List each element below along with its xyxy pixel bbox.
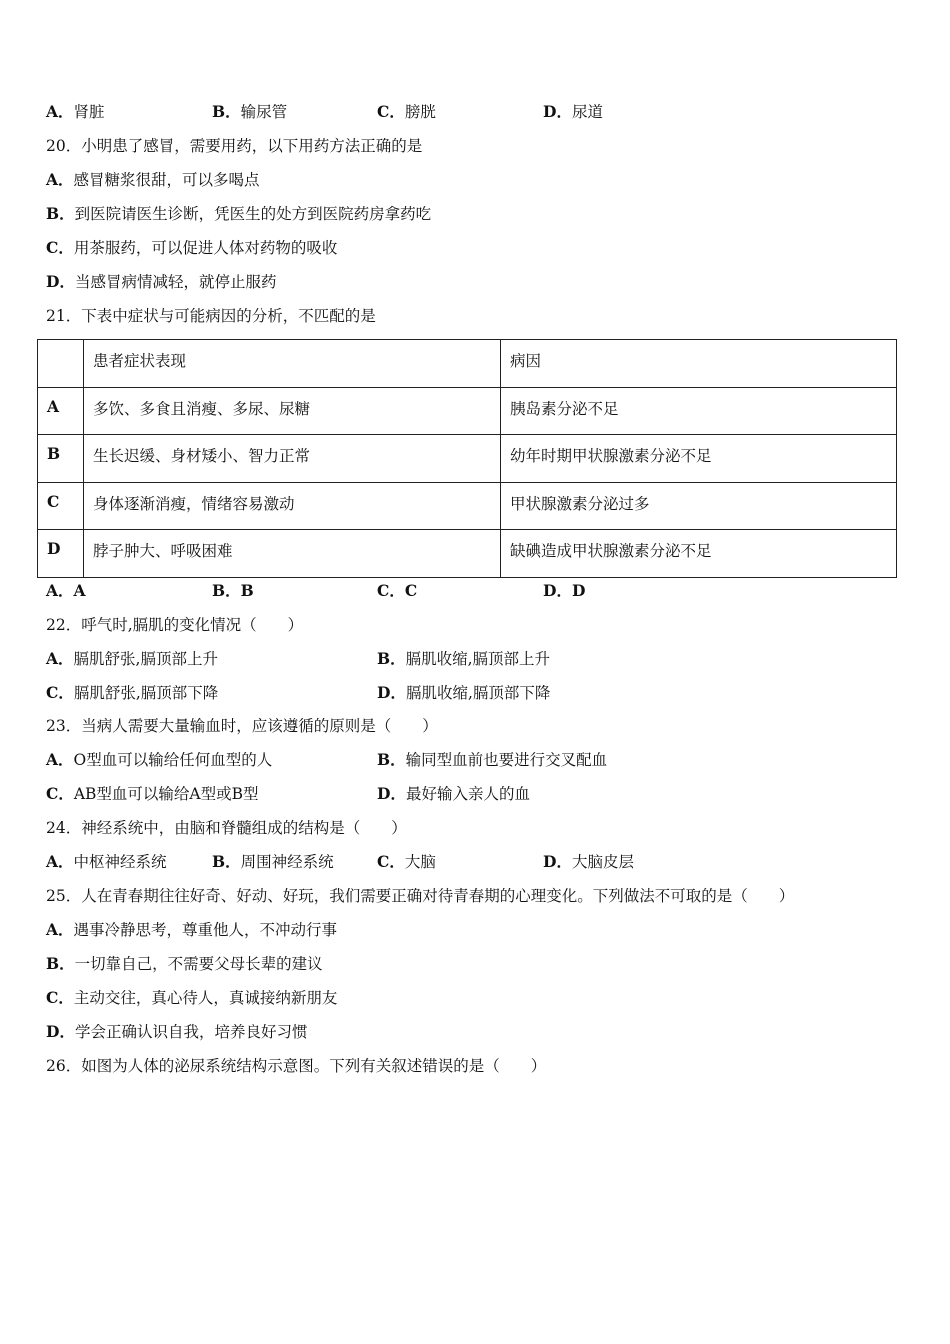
q22-option-d[interactable]: D．膈肌收缩,膈顶部下降 (377, 683, 551, 702)
q25-option-d[interactable]: D．学会正确认识自我，培养良好习惯 (46, 1022, 308, 1041)
table-header-cell: 病因 (501, 340, 897, 388)
table-row (38, 387, 897, 435)
table-cell: C (38, 482, 84, 530)
q24-option-b[interactable]: B．周围神经系统 (212, 852, 334, 871)
table-cell: 缺碘造成甲状腺激素分泌不足 (501, 530, 897, 578)
q26-stem: 26．如图为人体的泌尿系统结构示意图。下列有关叙述错误的是（ ） (46, 1057, 547, 1075)
table-cell: 胰岛素分泌不足 (501, 387, 897, 435)
q25-option-a[interactable]: A．遇事冷静思考，尊重他人，不冲动行事 (46, 920, 338, 939)
q20-stem: 20．小明患了感冒，需要用药，以下用药方法正确的是 (46, 137, 423, 155)
table-cell: A (38, 387, 84, 435)
q21-table (37, 339, 897, 578)
table-row (38, 482, 897, 530)
q25-option-c[interactable]: C．主动交往，真心待人，真诚接纳新朋友 (46, 988, 338, 1007)
q19-option-b[interactable]: B．输尿管 (212, 102, 288, 121)
q22-option-b[interactable]: B．膈肌收缩,膈顶部上升 (377, 649, 551, 668)
table-cell: 脖子肿大、呼吸困难 (84, 530, 501, 578)
table-cell: 甲状腺激素分泌过多 (501, 482, 897, 530)
q19-option-c[interactable]: C．膀胱 (377, 102, 436, 121)
table-cell: D (38, 530, 84, 578)
table-cell: 多饮、多食且消瘦、多尿、尿糖 (84, 387, 501, 435)
q23-option-b[interactable]: B．输同型血前也要进行交叉配血 (377, 750, 608, 769)
q24-stem: 24．神经系统中，由脑和脊髓组成的结构是（ ） (46, 819, 407, 837)
q19-option-d[interactable]: D．尿道 (543, 102, 603, 121)
table-row (38, 530, 897, 578)
q23-option-a[interactable]: A．O型血可以输给任何血型的人 (46, 750, 273, 769)
table-header-cell: 患者症状表现 (84, 340, 501, 388)
q21-option-d[interactable]: D．D (543, 581, 586, 600)
q25-stem: 25．人在青春期往往好奇、好动、好玩，我们需要正确对待青春期的心理变化。下列做法不可取的是（ ） (46, 887, 795, 905)
q21-option-c[interactable]: C．C (377, 581, 418, 600)
q21-option-b[interactable]: B．B (212, 581, 254, 600)
table-header-cell (38, 340, 84, 388)
q21-option-a[interactable]: A．A (46, 581, 86, 600)
table-cell: 身体逐渐消瘦，情绪容易激动 (84, 482, 501, 530)
q20-option-a[interactable]: A．感冒糖浆很甜，可以多喝点 (46, 170, 260, 189)
q23-stem: 23．当病人需要大量输血时，应该遵循的原则是（ ） (46, 717, 438, 735)
table-header-row (38, 340, 897, 388)
table-cell: 幼年时期甲状腺激素分泌不足 (501, 435, 897, 483)
q24-option-a[interactable]: A．中枢神经系统 (46, 852, 167, 871)
q23-option-c[interactable]: C．AB型血可以输给A型或B型 (46, 784, 259, 803)
table-row (38, 435, 897, 483)
q19-option-a[interactable]: A．肾脏 (46, 102, 105, 121)
table-cell: 生长迟缓、身材矮小、智力正常 (84, 435, 501, 483)
q22-option-c[interactable]: C．膈肌舒张,膈顶部下降 (46, 683, 219, 702)
q23-option-d[interactable]: D．最好输入亲人的血 (377, 784, 530, 803)
table-cell: B (38, 435, 84, 483)
q24-option-d[interactable]: D．大脑皮层 (543, 852, 634, 871)
q24-option-c[interactable]: C．大脑 (377, 852, 436, 871)
q21-stem: 21．下表中症状与可能病因的分析，不匹配的是 (46, 307, 376, 325)
q20-option-d[interactable]: D．当感冒病情减轻，就停止服药 (46, 272, 277, 291)
q20-option-c[interactable]: C．用茶服药，可以促进人体对药物的吸收 (46, 238, 338, 257)
q25-option-b[interactable]: B．一切靠自己，不需要父母长辈的建议 (46, 954, 323, 973)
q22-option-a[interactable]: A．膈肌舒张,膈顶部上升 (46, 649, 218, 668)
q22-stem: 22．呼气时,膈肌的变化情况（ ） (46, 616, 304, 634)
q20-option-b[interactable]: B．到医院请医生诊断，凭医生的处方到医院药房拿药吃 (46, 204, 432, 223)
